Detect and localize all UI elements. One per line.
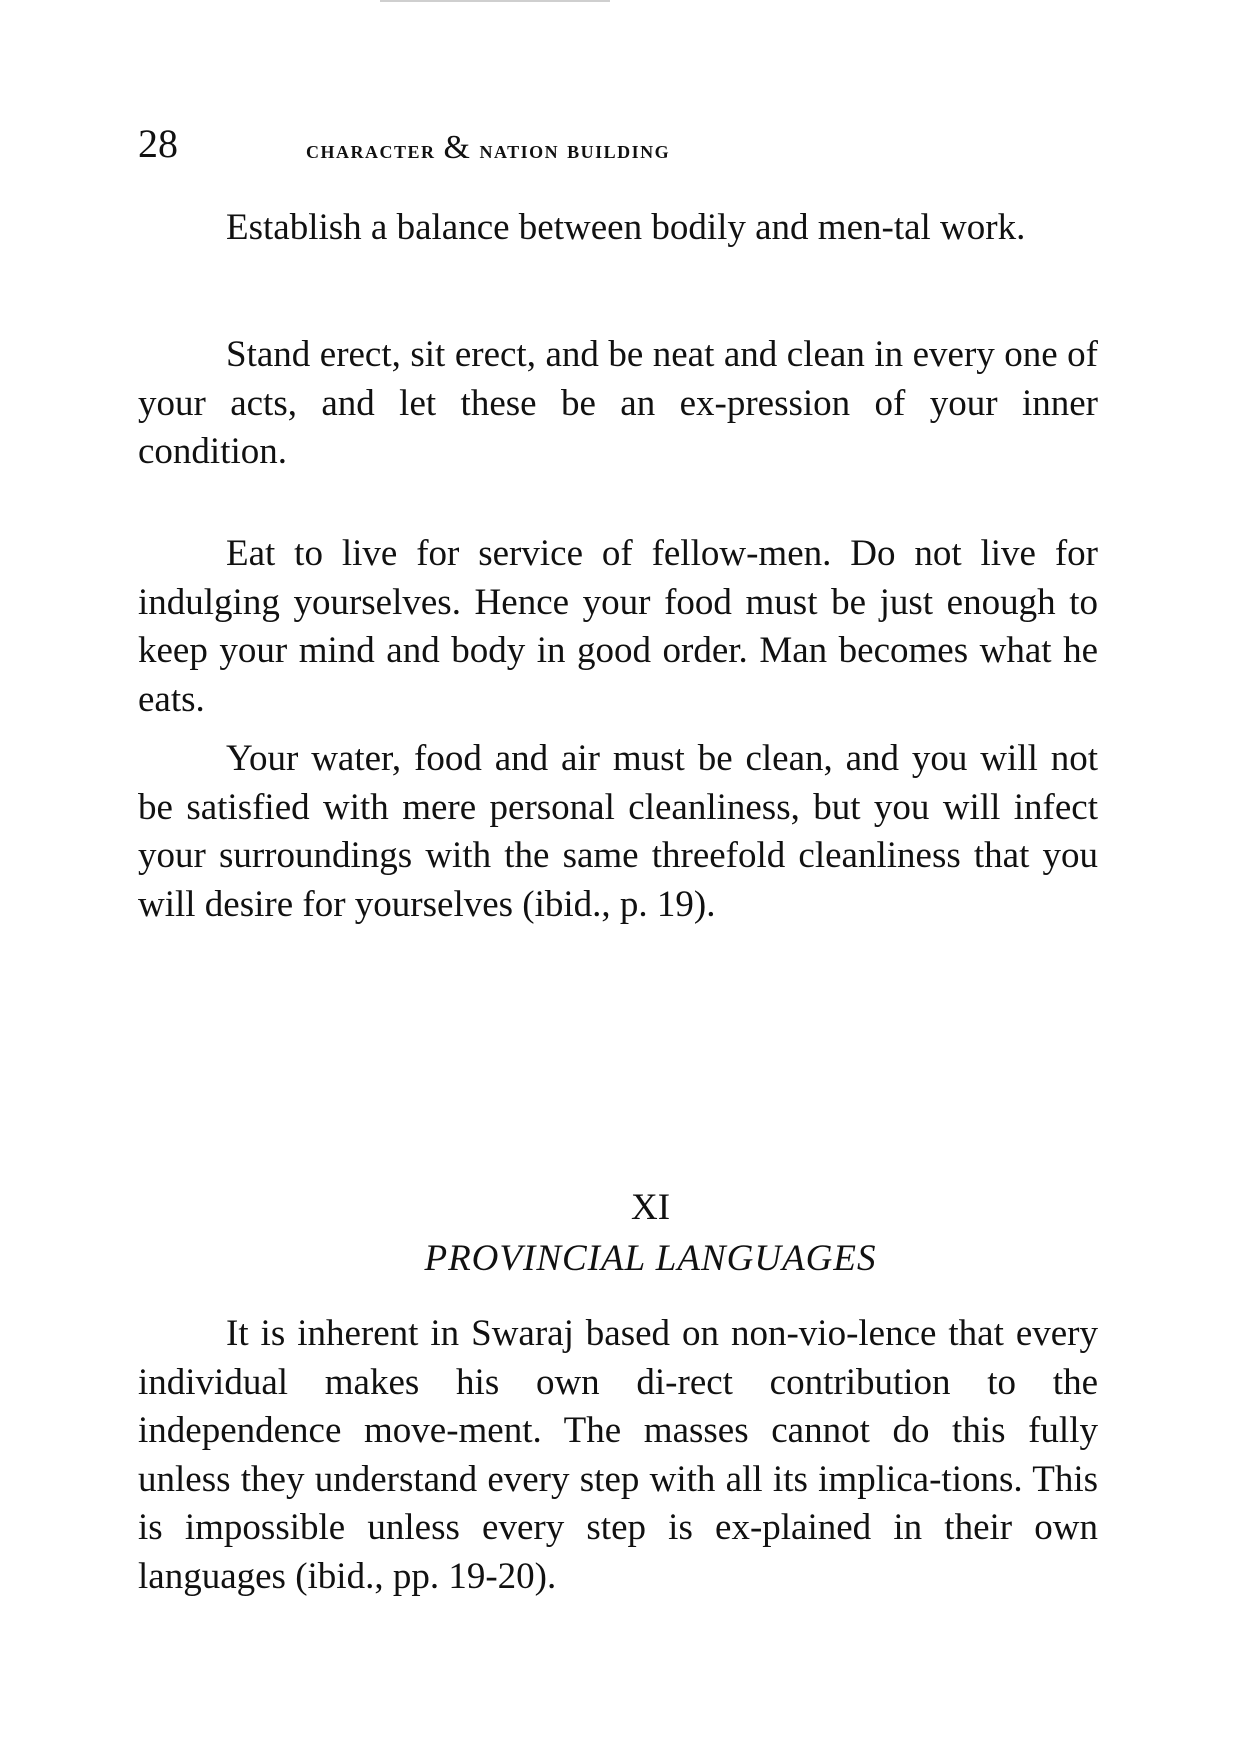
running-title-part-1: character: [306, 135, 444, 164]
scan-edge-line: [380, 0, 610, 2]
paragraph-balance: Establish a balance between bodily and men-tal work.: [226, 207, 1026, 248]
paragraph-stand-erect: Stand erect, sit erect, and be neat and clean in every one of your acts, and let these be an ex-pression of your inner condition.: [138, 334, 1098, 472]
page-number: 28: [138, 121, 178, 166]
section-number: XI: [630, 1187, 671, 1228]
paragraph-cleanliness: Your water, food and air must be clean, and you will not be satisfied with mere personal cleanliness, but you will infect your surroundings with the same threefold cleanliness that you will desire for yourselves (ibid., p. 19).: [138, 738, 1098, 925]
section-title: PROVINCIAL LANGUAGES: [424, 1238, 877, 1279]
paragraph-provincial-languages: It is inherent in Swaraj based on non-vio-lence that every individual makes his own di-rect contribution to the independence move-ment. The masses cannot do this fully unless they understand every step with all its implica-tions. This is impossible unless every step is ex-plained in their own languages (ibid., pp. 19-20).: [138, 1313, 1098, 1597]
page-header: [138, 120, 1118, 180]
paragraph-eat-to-live: Eat to live for service of fellow-men. Do not live for indulging yourselves. Hence your food must be just enough to keep your mind and body in good order. Man becomes what he eats.: [138, 533, 1098, 720]
running-title: [306, 129, 671, 166]
running-title-ampersand: &: [443, 129, 472, 166]
running-title-part-2: nation building: [471, 135, 671, 164]
